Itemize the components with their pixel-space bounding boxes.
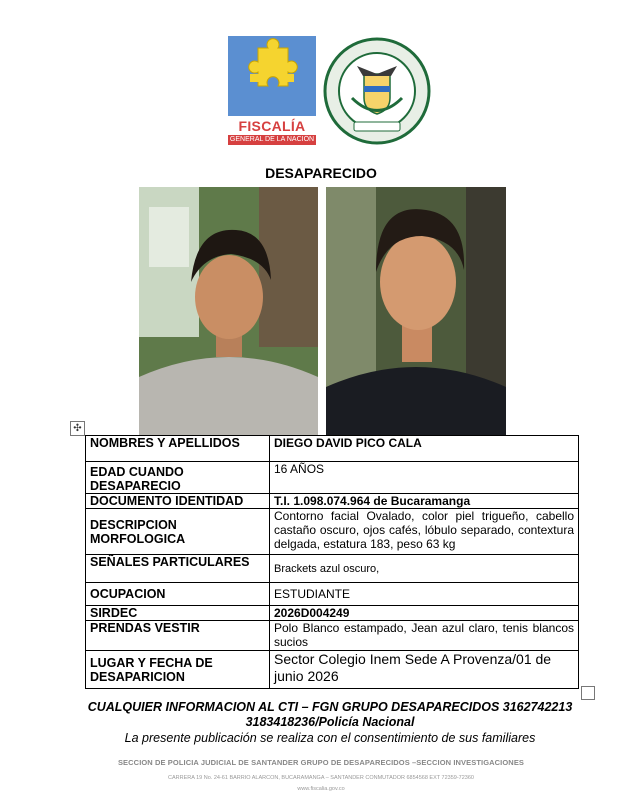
row-label: SEÑALES PARTICULARES [86,555,270,583]
footer-address: CARRERA 19 No. 24-61 BARRIO ALARCON, BUCARAMANGA – SANTANDER CONMUTADOR 6854568 EXT 72359-72360 [168,775,474,781]
footer-section: SECCION DE POLICIA JUDICIAL DE SANTANDER GRUPO DE DESAPARECIDOS –SECCION INVESTIGACIONES [117,758,525,767]
table-move-handle-icon[interactable]: ✣ [70,421,85,436]
row-value: 2026D004249 [270,606,579,621]
row-label: SIRDEC [86,606,270,621]
table-row [86,509,579,555]
row-value: Sector Colegio Inem Sede A Provenza/01 de junio 2026 [270,651,579,689]
row-label: EDAD CUANDO DESAPARECIO [86,462,270,494]
table-row [86,462,579,494]
table-row [86,436,579,462]
row-value: Contorno facial Ovalado, color piel trigueño, cabello castaño oscuro, ojos cafés, lóbulo separado, contextura delgada, estatura 183, peso 63 kg [270,509,579,555]
missing-person-photo-right [326,187,506,435]
row-value: DIEGO DAVID PICO CALA [270,436,579,462]
row-value: ESTUDIANTE [270,583,579,606]
row-label: NOMBRES Y APELLIDOS [86,436,270,462]
table-resize-handle[interactable] [581,686,595,700]
row-value: T.I. 1.098.074.964 de Bucaramanga [270,494,579,509]
table-row [86,606,579,621]
page-title: DESAPARECIDO [265,165,377,181]
police-seal-logo [322,36,432,146]
table-row [86,651,579,689]
row-label: PRENDAS VESTIR [86,621,270,651]
fiscalia-subtitle: GENERAL DE LA NACIÓN [229,136,315,143]
row-label: LUGAR Y FECHA DE DESAPARICION [86,651,270,689]
row-label: OCUPACION [86,583,270,606]
table-row [86,583,579,606]
table-row [86,621,579,651]
footer-website: www.fiscalia.gov.co [297,786,345,792]
contact-info: CUALQUIER INFORMACION AL CTI – FGN GRUPO DESAPARECIDOS 3162742213 3183418236/Policía Nacional [87,700,573,729]
row-label: DESCRIPCION MORFOLOGICA [86,509,270,555]
row-value: Polo Blanco estampado, Jean azul claro, tenis blancos sucios [270,621,579,651]
row-value: 16 AÑOS [270,462,579,494]
info-table [85,435,579,689]
table-row [86,555,579,583]
row-value: Brackets azul oscuro, [270,555,579,583]
consent-note: La presente publicación se realiza con el consentimiento de sus familiares [124,731,536,745]
missing-person-photo-left [139,187,318,435]
puzzle-logo-icon [228,36,316,116]
table-row [86,494,579,509]
row-label: DOCUMENTO IDENTIDAD [86,494,270,509]
fiscalia-logo [228,36,316,146]
fiscalia-name: FISCALÍA [238,118,306,134]
